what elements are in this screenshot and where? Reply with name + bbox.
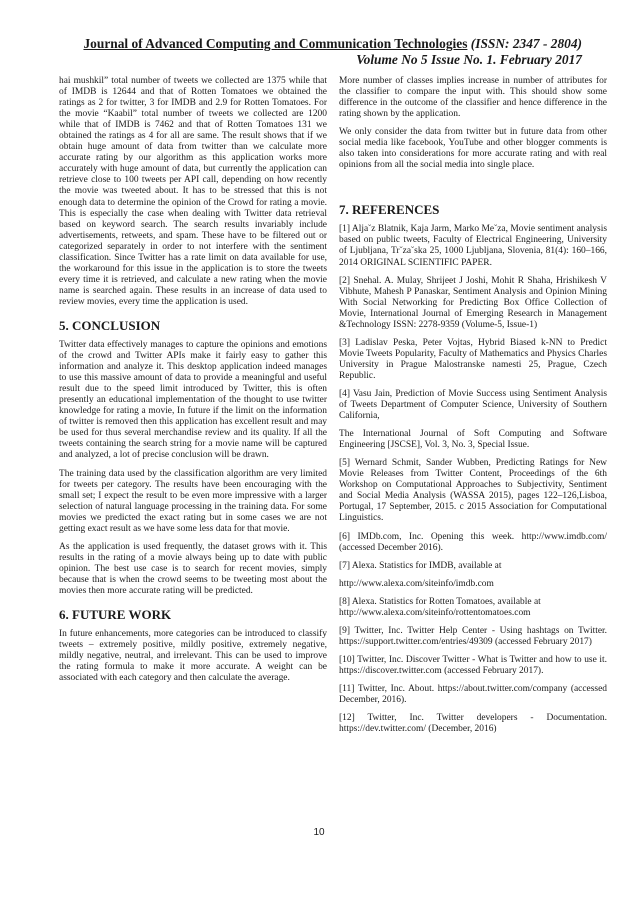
reference-item: [4] Vasu Jain, Prediction of Movie Success using Sentiment Analysis of Tweets Department of Computer Science, University of Southern California, (339, 388, 607, 422)
journal-issn: (ISSN: 2347 - 2804) (470, 36, 582, 51)
section-heading-future-work: 6. FUTURE WORK (59, 607, 172, 623)
body-paragraph: We only consider the data from twitter but in future data from other social media like facebook, YouTube and other blogger comments is also taken into considerations for more accurate rating and with real opinions from all the social media into single place. (339, 127, 607, 171)
reference-item: [12] Twitter, Inc. Twitter developers - Documentation. https://dev.twitter.com/ (December, 2016) (339, 713, 607, 735)
section-heading-conclusion: 5. CONCLUSION (59, 317, 161, 333)
reference-item: [9] Twitter, Inc. Twitter Help Center - Using hashtags on Twitter. https://support.twitter.com/entries/49309 (accessed February 2017) (339, 625, 607, 647)
reference-item: [10] Twitter, Inc. Discover Twitter - What is Twitter and how to use it. https://discover.twitter.com (accessed February 2017). (339, 654, 607, 676)
body-paragraph: More number of classes implies increase in number of attributes for the classifier to compare the input with. This should show some difference in the outcome of the classifier and hence difference in the rating shown by the application. (339, 76, 607, 120)
journal-issue: Volume No 5 Issue No. 1. February 2017 (356, 52, 582, 67)
journal-header (40, 36, 582, 68)
reference-item: [7] Alexa. Statistics for IMDB, available at (339, 560, 502, 571)
body-paragraph: The training data used by the classification algorithm are very limited for tweets per category. The results have been encouraging with the small set; I expect the result to be even more impressive with a larger selection of natural language processing in the training data. For some movies we predicted the exact rating but in some cases we are not getting exact result as we have some less data for that movie. (59, 468, 327, 534)
journal-header-line1 (40, 36, 582, 52)
section-heading-references: 7. REFERENCES (339, 202, 440, 218)
reference-item: http://www.alexa.com/siteinfo/imdb.com (339, 578, 494, 589)
body-paragraph: As the application is used frequently, the dataset grows with it. This results in the rating of a movie always being up to date with public opinion. The best use case is to search for recent movies, simply because that is when the crowd seems to be tweeting most about the movies then more accurate rating will be predicted. (59, 541, 327, 596)
reference-item: [2] Snehal. A. Mulay, Shrijeet J Joshi, Mohit R Shaha, Hrishikesh V Vibhute, Mahesh P Panaskar, Sentiment Analysis and Opinion Mining With Social Networking for Predicting Box Office Collection of Movie, International Journal of Emerging Research in Management &Technology ISSN: 2278-9359 (Volume-5, Issue-1) (339, 275, 607, 330)
reference-item: The International Journal of Soft Computing and Software Engineering [JSCSE], Vol. 3, No. 3, Special Issue. (339, 429, 607, 451)
section-spacer (339, 178, 607, 192)
reference-item: [11] Twitter, Inc. About. https://about.twitter.com/company (accessed December, 2016). (339, 683, 607, 706)
body-paragraph: hai mushkil” total number of tweets we collected are 1375 while that of IMDB is 12644 and that of Rotten Tomatoes we obtained the ratings as 2 for twitter, 3 for IMDB and 2.9 for Rotten Tomatoes. For the movie “Kaabil” total number of tweets we collected are 1200 while that of IMDB is 7462 and that of Rotten Tomatoes 131 we obtained the ratings as 4 for all are same. The result shows that if we obtain huge amount of data from twitter than we calculate more accurate rating by our algorithm as this application works more accurately with huge amount of data, but currently the application can retrieve close to 100 tweets per API call, depending on how recently the movie was tweeted about. It has to be stressed that this is not enough data to determine the opinion of the Crowd for rating a movie. This is especially the case when dealing with Twitter data retrieval based on keyword search. The search results invariably include advertisements, retweets, and spam. These have to be filtered out or categorized separately in order to not interfere with the sentiment classification. Since Twitter has a rate limit on data available for use, the workaround for this issue in the application is to store the tweets every time it is retrieved, and calculate a new rating when the movie name is searched again. These results in an increase of data used to review movies, every time the application is used. (59, 76, 327, 307)
reference-item: [5] Wernard Schmit, Sander Wubben, Predicting Ratings for New Movie Releases from Twitter Content, Proceedings of the 6th Workshop on Computational Approaches to Subjectivity, Sentiment and Social Media Analysis (WASSA 2015), pages 122–126,Lisboa, Portugal, 17 September, 2015. c 2015 Association for Computational Linguistics. (339, 458, 607, 524)
reference-item: [1] Alja˘z Blatnik, Kaja Jarm, Marko Me˘za, Movie sentiment analysis based on public tweets, Faculty of Electrical Engineering, University of Ljubljana, Tr˘za˘ska 25, 1000 Ljubljana, Slovenia, 81(4): 160–166, 2014 ORIGINAL SCIENTIFIC PAPER. (339, 224, 607, 268)
body-paragraph: Twitter data effectively manages to capture the opinions and emotions of the crowd and Twitter APIs make it fairly easy to gather this information and analyze it. This desktop application indeed manages to use this massive amount of data to provide a meaningful and useful result due to the speed limit introduced by Twitter, this is often presently an educational implementation of the thought to use twitter knowledge for rating a movie, In future if the limit on the information of twitter is removed then this application has excellent result and may be used for thus several merchandise review and its quality. If all the tweets containing the search string for a movie name will be captured and analyzed, a lot of precise conclusion will be drawn. (59, 339, 327, 461)
body-paragraph: In future enhancements, more categories can be introduced to classify tweets – extremely positive, mildly positive, extremely negative, mildly negative, neutral, and irrelevant. This can be used to improve the rating formula to make it more accurate. A weight can be associated with each category and then calculate the average. (59, 629, 327, 684)
reference-item: [8] Alexa. Statistics for Rotten Tomatoes, available at http://www.alexa.com/siteinfo/rottentomatoes.com (339, 596, 541, 618)
left-column (59, 76, 327, 691)
right-column (339, 76, 607, 742)
journal-title: Journal of Advanced Computing and Communication Technologies (83, 36, 468, 51)
page-number: 10 (313, 827, 325, 838)
reference-item: [6] IMDb.com, Inc. Opening this week. http://www.imdb.com/ (accessed December 2016). (339, 531, 607, 553)
reference-item: [3] Ladislav Peska, Peter Vojtas, Hybrid Biased k-NN to Predict Movie Tweets Popularity, Faculty of Mathematics and Physics Charles University in Prague Malostranske namesti 25, Prague, Czech Republic. (339, 337, 607, 381)
